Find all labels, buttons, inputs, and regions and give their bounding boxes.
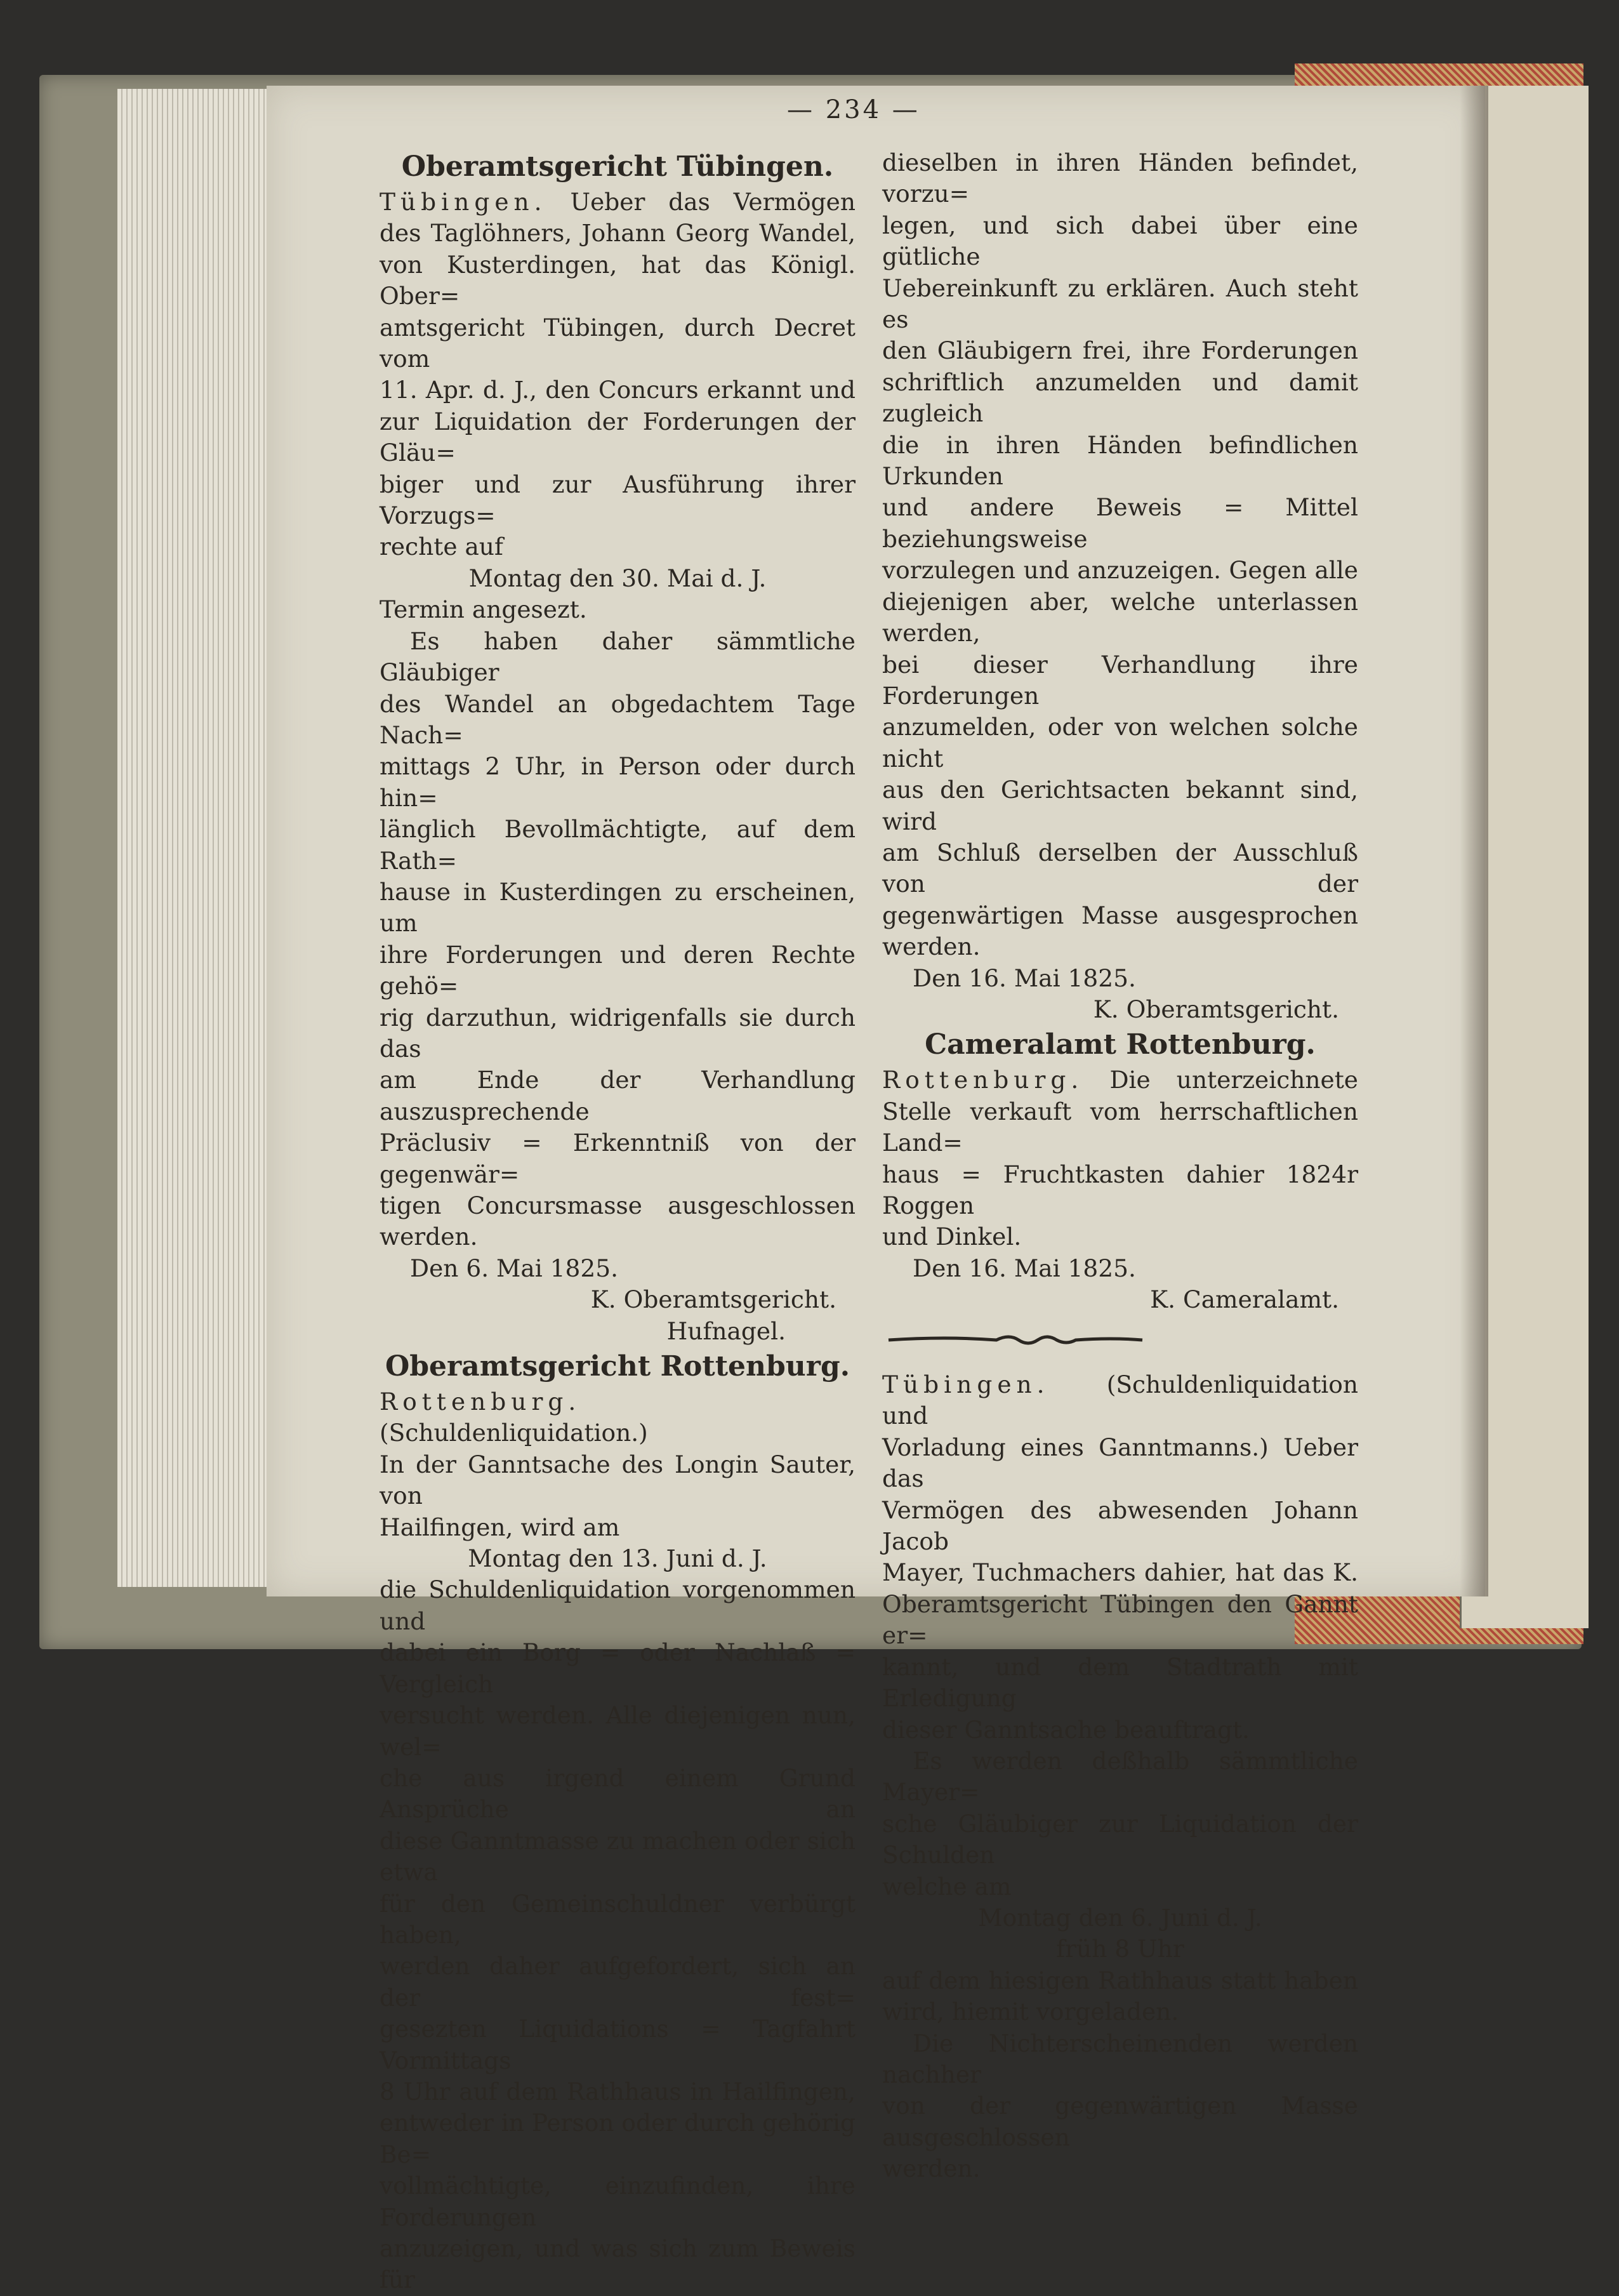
- text-line: des Taglöhners, Johann Georg Wandel,: [380, 219, 856, 248]
- place-name: Rottenburg.: [882, 1066, 1084, 1094]
- text-line: werden.: [882, 2154, 981, 2183]
- text-line: dieser Ganntsache beauftragt.: [882, 1715, 1250, 1744]
- text-line: Oberamtsgericht Tübingen den Gannt er=: [882, 1589, 1358, 1650]
- text-line: diejenigen aber, welche unterlassen werden,: [882, 587, 1358, 647]
- text-line: werden daher aufgefordert, sich an der fest=: [380, 1952, 856, 2012]
- text-line: Vermögen des abwesenden Johann Jacob: [882, 1496, 1358, 1556]
- text-line: [380, 1386, 856, 1449]
- text-line: Uebereinkunft zu erklären. Auch steht es: [882, 274, 1358, 334]
- text-line: In der Ganntsache des Longin Sauter, von: [380, 1450, 856, 1510]
- text-fragment: (Schuldenliquidation und: [882, 1370, 1358, 1430]
- text-line: kannt, und dem Stadtrath mit Erledigung: [882, 1652, 1358, 1713]
- signature: K. Oberamtsgericht.: [590, 1285, 836, 1314]
- text-line: Die Nichterscheinenden werden nachher: [882, 2029, 1358, 2088]
- text-line: 8 Uhr auf dem Rathhaus in Hailfingen,: [380, 2077, 856, 2106]
- section-heading: Oberamtsgericht Rottenburg.: [385, 1350, 850, 1383]
- text-line: [882, 1065, 1358, 1096]
- text-line: und andere Beweis = Mittel beziehungsweise: [882, 493, 1358, 553]
- text-line: hause in Kusterdingen zu erscheinen, um: [380, 877, 856, 938]
- text-line: gegenwärtigen Masse ausgesprochen werden.: [882, 901, 1358, 961]
- place-name: Tübingen.: [380, 188, 547, 216]
- text-line: schriftlich anzumelden und damit zugleich: [882, 368, 1358, 428]
- time-line: früh 8 Uhr: [1056, 1935, 1184, 1963]
- text-line: ihre Forderungen und deren Rechte gehö=: [380, 940, 856, 1000]
- date-line: Montag den 30. Mai d. J.: [468, 564, 767, 592]
- text-line: für den Gemeinschuldner verbürgt haben,: [380, 1889, 856, 1949]
- text-line: zur Liquidation der Forderungen der Gläu=: [380, 407, 856, 467]
- place-name: Tübingen.: [882, 1370, 1050, 1399]
- text-line: entweder in Person oder durch gehörig Be=: [380, 2109, 856, 2168]
- text-line: bei dieser Verhandlung ihre Forderungen: [882, 650, 1358, 710]
- date-line: Montag den 13. Juni d. J.: [468, 1544, 767, 1573]
- text-line: die Schuldenliquidation vorgenommen und: [380, 1576, 856, 1635]
- text-line: rig darzuthun, widrigenfalls sie durch das: [380, 1003, 856, 1063]
- text-line: versucht werden. Alle diejenigen nun, wel=: [380, 1701, 856, 1761]
- text-fragment: (Schuldenliquidation.): [380, 1419, 648, 1447]
- text-line: sche Gläubiger zur Liquidation der Schulden: [882, 1809, 1358, 1869]
- text-fragment: Ueber das Vermögen: [570, 188, 856, 216]
- text-line: [882, 1369, 1358, 1432]
- text-line: am Ende der Verhandlung auszusprechende: [380, 1066, 856, 1125]
- text-line: vollmächtigte, einzufinden, ihre Forderungen: [380, 2172, 856, 2231]
- text-line: legen, und sich dabei über eine gütliche: [882, 211, 1358, 271]
- text-line: gesezten Liquidations = Tagfahrt Vormittags: [380, 2015, 856, 2074]
- section-heading: Oberamtsgericht Tübingen.: [401, 150, 834, 183]
- place-name: Rottenburg.: [380, 1388, 581, 1416]
- signature: K. Cameralamt.: [1150, 1285, 1339, 1314]
- text-line: des Wandel an obgedachtem Tage Nach=: [380, 689, 856, 749]
- text-line: Es werden deßhalb sämmtliche Mayer=: [882, 1746, 1358, 1807]
- text-line: Hailfingen, wird am: [380, 1513, 620, 1541]
- text-line: und Dinkel.: [882, 1223, 1022, 1251]
- text-line: rechte auf: [380, 533, 503, 561]
- date-line: Den 6. Mai 1825.: [410, 1254, 619, 1282]
- text-line: Termin angesezt.: [380, 595, 587, 624]
- text-line: Mayer, Tuchmachers dahier, hat das K.: [882, 1558, 1358, 1587]
- text-fragment: Die unterzeichnete: [1109, 1066, 1358, 1094]
- text-line: Vorladung eines Ganntmanns.) Ueber das: [882, 1433, 1358, 1493]
- text-line: von der gegenwärtigen Masse ausgeschlossen: [882, 2092, 1358, 2151]
- text-line: von Kusterdingen, hat das Königl. Ober=: [380, 250, 856, 310]
- text-line: länglich Bevollmächtigte, auf dem Rath=: [380, 815, 856, 875]
- text-line: mittags 2 Uhr, in Person oder durch hin=: [380, 752, 856, 812]
- text-line: dieselben in ihren Händen befindet, vorzu=: [882, 149, 1358, 208]
- date-line: Den 16. Mai 1825.: [913, 964, 1136, 992]
- ornamental-separator: [882, 1327, 1149, 1353]
- text-line: dabei ein Borg = oder Nachlaß = Vergleich: [380, 1638, 856, 1698]
- page-number: — 234 —: [787, 95, 920, 124]
- text-line: welche am: [882, 1872, 1012, 1901]
- text-line: biger und zur Ausführung ihrer Vorzugs=: [380, 470, 856, 530]
- left-column: [380, 147, 856, 2296]
- text-line: amtsgericht Tübingen, durch Decret vom: [380, 313, 856, 373]
- signature-name: Hufnagel.: [666, 1317, 786, 1345]
- text-line: Stelle verkauft vom herrschaftlichen Land=: [882, 1097, 1358, 1157]
- text-line: wird, hiemit vorgeladen.: [882, 1998, 1179, 2026]
- page-gutter-shadow: [1460, 86, 1488, 1596]
- date-line: Den 16. Mai 1825.: [913, 1254, 1136, 1282]
- text-line: che aus irgend einem Grund Ansprüche an: [380, 1763, 856, 1824]
- text-line: auf dem hiesigen Rathhaus statt haben: [882, 1966, 1358, 1994]
- text-line: haus = Fruchtkasten dahier 1824r Roggen: [882, 1160, 1358, 1219]
- page-edges: [117, 89, 276, 1587]
- text-line: vorzulegen und anzuzeigen. Gegen alle: [882, 556, 1358, 585]
- right-column: [882, 147, 1358, 2185]
- text-line: die in ihren Händen befindlichen Urkunden: [882, 430, 1358, 491]
- text-line: am Schluß derselben der Ausschluß von der: [882, 838, 1358, 898]
- text-line: aus den Gerichtsacten bekannt sind, wird: [882, 776, 1358, 835]
- section-heading: Cameralamt Rottenburg.: [925, 1028, 1316, 1061]
- text-line: [380, 187, 856, 218]
- signature: K. Oberamtsgericht.: [1093, 995, 1339, 1023]
- text-line: tigen Concursmasse ausgeschlossen werden.: [380, 1191, 856, 1251]
- text-line: anzuzeigen, und was sich zum Beweis für: [380, 2234, 856, 2294]
- text-line: den Gläubigern frei, ihre Forderungen: [882, 336, 1358, 365]
- date-line: Montag den 6. Juni d. J.: [978, 1903, 1262, 1932]
- text-line: Präclusiv = Erkenntniß von der gegenwär=: [380, 1129, 856, 1188]
- text-line: diese Ganntmasse zu machen oder sich etwa: [380, 1826, 856, 1887]
- text-line: Es haben daher sämmtliche Gläubiger: [380, 627, 856, 687]
- text-line: 11. Apr. d. J., den Concurs erkannt und: [380, 376, 856, 404]
- text-line: anzumelden, oder von welchen solche nicht: [882, 713, 1358, 773]
